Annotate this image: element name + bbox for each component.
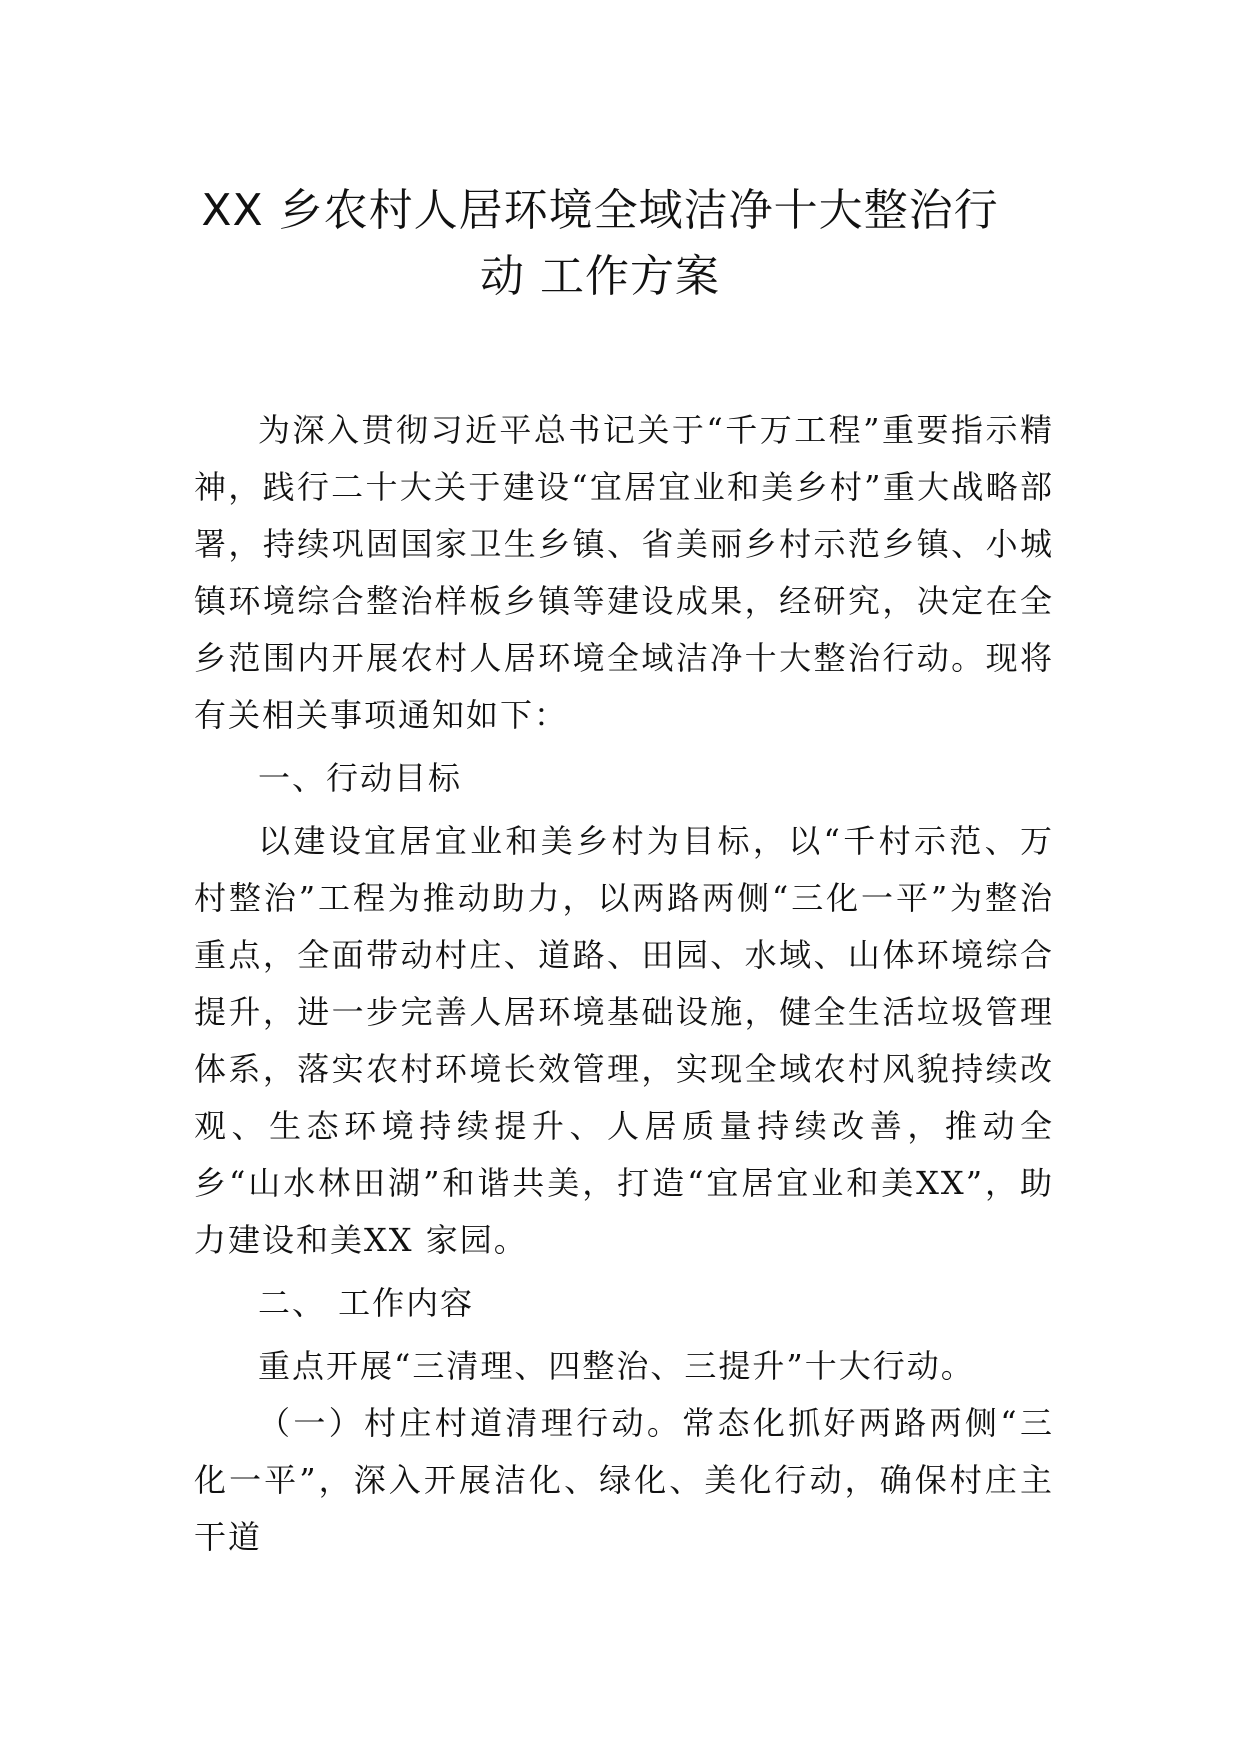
action-one-paragraph: （一）村庄村道清理行动。常态化抓好两路两侧“三化一平”，深入开展洁化、绿化、美化行动，确保村庄主干道: [194, 1404, 1054, 1556]
document-body: [194, 402, 1054, 1566]
section-heading-content: 二、 工作内容: [258, 1284, 475, 1322]
section-heading-goals: 一、行动目标: [258, 759, 463, 797]
title-line-1: XX 乡农村人居环境全域洁净十大整治行: [201, 185, 999, 236]
document-title: [150, 178, 1050, 310]
goals-paragraph: 以建设宜居宜业和美乡村为目标，以“千村示范、万村整治”工程为推动助力，以两路两侧“三化一平”为整治重点，全面带动村庄、道路、田园、水域、山体环境综合提升，进一步完善人居环境基础设施，健全生活垃圾管理体系，落实农村环境长效管理，实现全域农村风貌持续改观、生态环境持续提升、人居质量持续改善，推动全乡“山水林田湖”和谐共美，打造“宜居宜业和美XX”，助力建设和美XX 家园。: [194, 822, 1054, 1259]
content-summary-paragraph: 重点开展“三清理、四整治、三提升”十大行动。: [258, 1347, 975, 1385]
title-line-2: 动 工作方案: [480, 251, 720, 302]
intro-paragraph: 为深入贯彻习近平总书记关于“千万工程”重要指示精神，践行二十大关于建设“宜居宜业和美乡村”重大战略部署，持续巩固国家卫生乡镇、省美丽乡村示范乡镇、小城镇环境综合整治样板乡镇等建设成果，经研究，决定在全乡范围内开展农村人居环境全域洁净十大整治行动。现将有关相关事项通知如下：: [194, 411, 1054, 734]
